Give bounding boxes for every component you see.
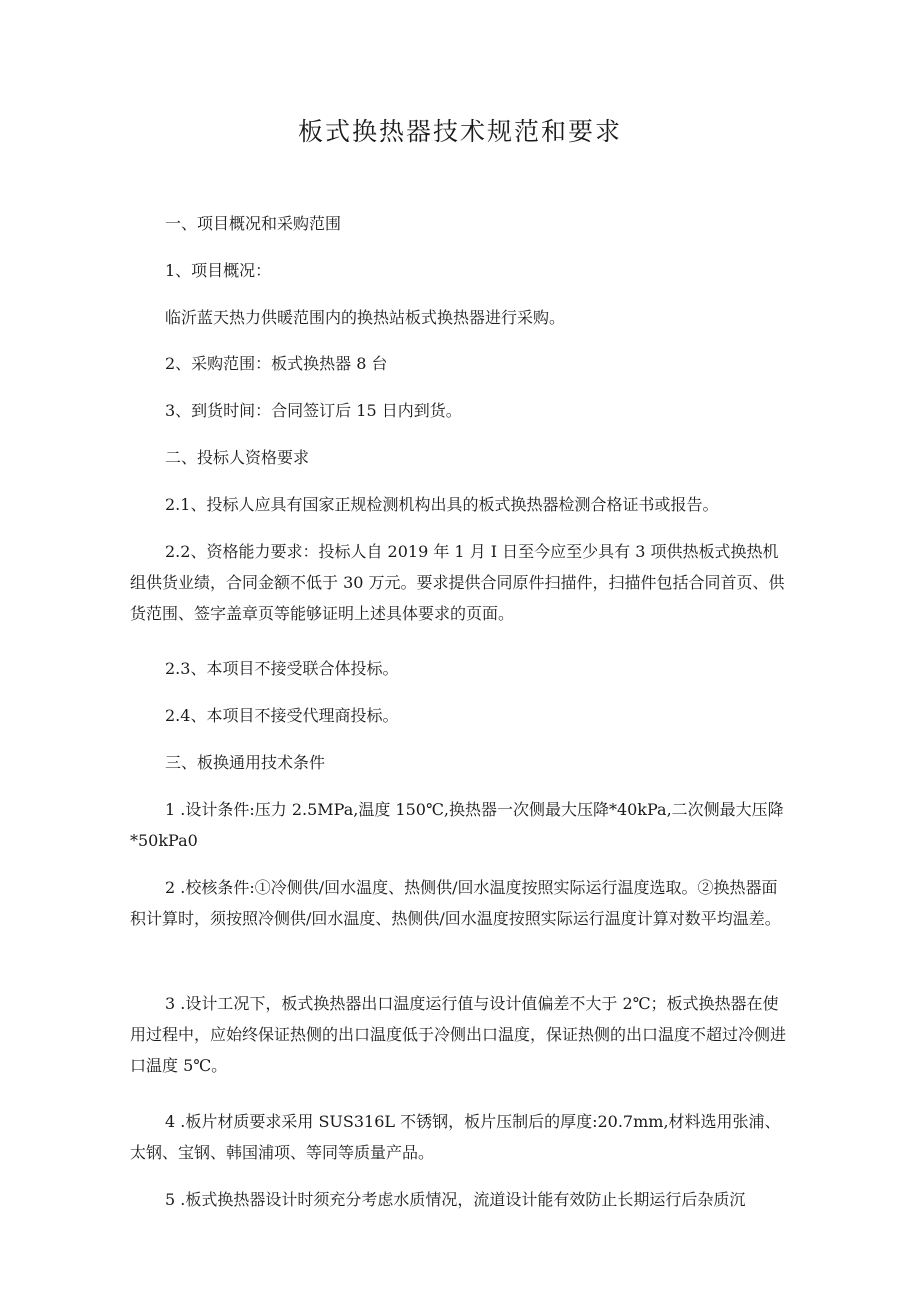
document-title: 板式换热器技术规范和要求 [297, 117, 622, 146]
paragraph-2-1: 2.1、投标人应具有国家正规检测机构出具的板式换热器检测合格证书或报告。 [165, 495, 719, 514]
paragraph-delivery-time: 3、到货时间：合同签订后 15 日内到货。 [165, 401, 462, 420]
subheading-project-overview: 1、项目概况： [165, 261, 272, 280]
paragraph-2-3: 2.3、本项目不接受联合体投标。 [165, 659, 399, 678]
section-heading-2: 二、投标人资格要求 [165, 448, 310, 467]
paragraph-tech-5: 5 .板式换热器设计时须充分考虑水质情况，流道设计能有效防止长期运行后杂质沉 [165, 1190, 746, 1209]
paragraph-tech-3: 3 .设计工况下，板式换热器出口温度运行值与设计值偏差不大于 2℃；板式换热器在使用过程中，应始终保证热侧的出口温度低于冷侧出口温度，保证热侧的出口温度不超过冷侧进口温度 5℃。 [130, 994, 787, 1075]
section-heading-1: 一、项目概况和采购范围 [165, 214, 342, 233]
paragraph-procurement-scope: 2、采购范围：板式换热器 8 台 [165, 354, 388, 373]
paragraph-project-overview: 临沂蓝天热力供暖范围内的换热站板式换热器进行采购。 [165, 308, 566, 327]
section-heading-3: 三、板换通用技术条件 [165, 753, 326, 772]
paragraph-tech-1: 1 .设计条件:压力 2.5MPa,温度 150℃,换热器一次侧最大压降*40kPa,二次侧最大压降*50kPa0 [130, 800, 784, 850]
paragraph-tech-2: 2 .校核条件:①冷侧供/回水温度、热侧供/回水温度按照实际运行温度选取。②换热器面积计算时，须按照冷侧供/回水温度、热侧供/回水温度按照实际运行温度计算对数平均温差。 [130, 878, 781, 928]
paragraph-tech-4: 4 .板片材质要求采用 SUS316L 不锈钢，板片压制后的厚度:20.7mm,材料选用张浦、太钢、宝钢、韩国浦项、等同等质量产品。 [130, 1112, 781, 1162]
paragraph-2-2: 2.2、资格能力要求：投标人自 2019 年 1 月 I 日至今应至少具有 3 项供热板式换热机组供货业绩，合同金额不低于 30 万元。要求提供合同原件扫描件，扫描件包括合同首页、供货范围、签字盖章页等能够证明上述具体要求的页面。 [130, 542, 785, 623]
paragraph-2-4: 2.4、本项目不接受代理商投标。 [165, 706, 399, 725]
